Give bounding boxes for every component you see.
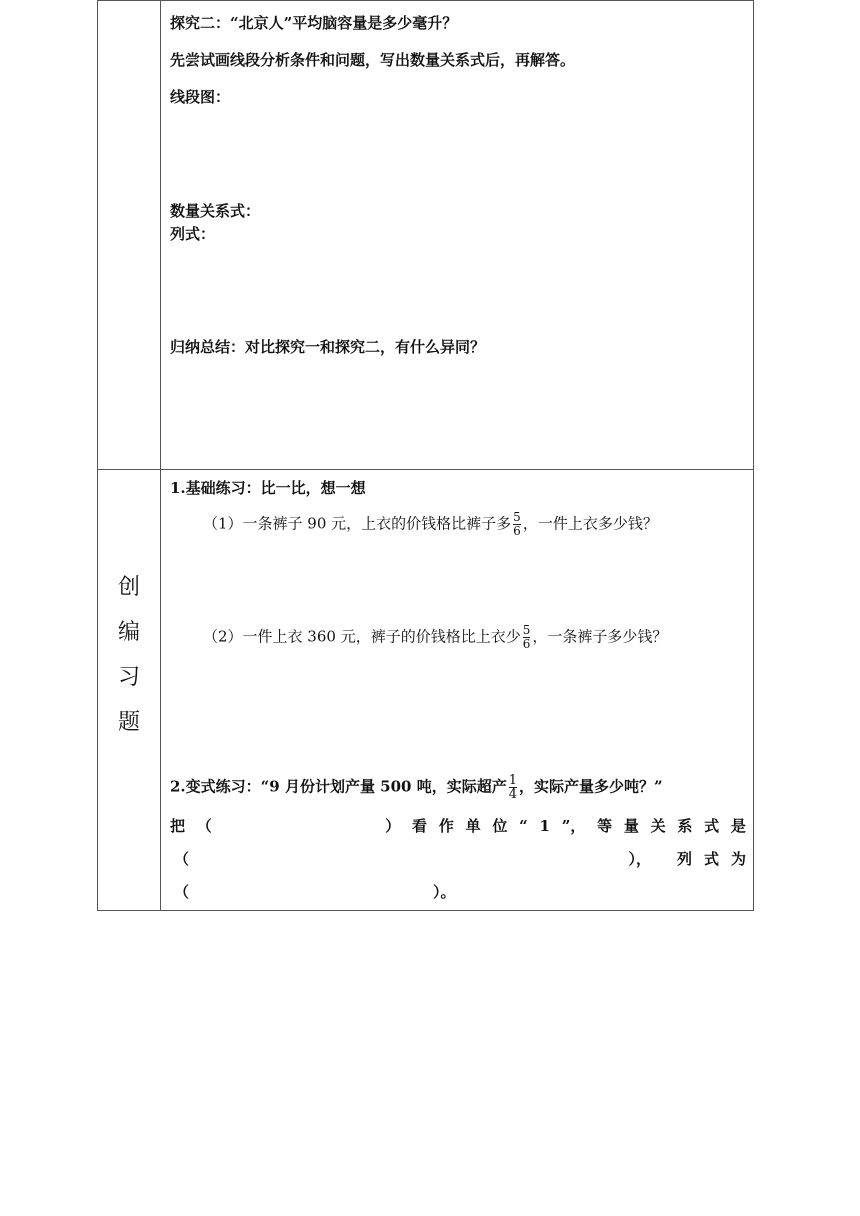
practice1-question-1 (203, 511, 658, 538)
relation-label: 数量关系式： (170, 202, 261, 220)
fill-blank-line-1 (170, 816, 746, 836)
blank-close-paren: ）。 (433, 883, 456, 901)
question-text: ，一条裤子多少钱？ (532, 627, 668, 646)
blank-text: 为 (730, 850, 746, 868)
question-text: （1）一条裤子 90 元，上衣的价钱格比裤子多 (203, 514, 512, 533)
blank-text: 式 (704, 817, 720, 835)
blank-text: 位 (492, 817, 508, 835)
fill-blank-line-2 (174, 849, 746, 869)
section-label-char: 编 (117, 620, 140, 645)
blank-text: 是 (730, 817, 746, 835)
blank-text: 关 (650, 817, 666, 835)
fraction (509, 774, 517, 801)
column-divider (160, 0, 161, 910)
blank-text: 量 (623, 817, 639, 835)
question-text: （2）一件上衣 360 元，裤子的价钱格比上衣少 (203, 627, 521, 646)
blank-text: 等 (597, 817, 613, 835)
fraction-denominator: 6 (513, 524, 521, 538)
blank-text: 列 (676, 850, 692, 868)
fraction-numerator: 5 (513, 510, 521, 524)
blank-open-paren: （ (174, 883, 190, 901)
blank-open-paren: （ (174, 850, 190, 868)
formula-label: 列式： (170, 225, 216, 243)
practice2-heading (170, 774, 663, 801)
fill-blank-line-3 (174, 882, 456, 902)
fraction-denominator: 6 (522, 637, 531, 651)
fraction-numerator: 5 (522, 623, 531, 637)
section-label-char: 创 (117, 575, 140, 600)
blank-text: 1 (539, 817, 550, 835)
section-label-char: 习 (117, 665, 140, 690)
blank-close-paren: ）， (628, 850, 651, 868)
blank-text: 单 (465, 817, 481, 835)
practice1-question-2 (203, 624, 667, 651)
fraction (513, 511, 521, 538)
explore2-title: 探究二：“北京人”平均脑容量是多少毫升？ (170, 14, 458, 32)
blank-text: 系 (677, 817, 693, 835)
blank-text: 看 (412, 817, 428, 835)
blank-open-paren: （ (196, 817, 212, 835)
heading-text: 2.变式练习：“9 月份计划产量 500 吨，实际超产 (170, 777, 507, 796)
fraction-denominator: 4 (508, 787, 517, 802)
fraction-numerator: 1 (508, 773, 517, 788)
heading-text: ，实际产量多少吨？” (519, 777, 663, 796)
blank-close-paren: ） (385, 817, 401, 835)
section-label-char: 题 (117, 710, 140, 735)
practice1-heading: 1.基础练习：比一比，想一想 (170, 479, 366, 497)
question-text: ，一件上衣多少钱？ (522, 514, 658, 533)
blank-text: 作 (438, 817, 454, 835)
blank-text: “ (519, 817, 528, 835)
blank-space (189, 849, 628, 869)
blank-space (224, 816, 374, 836)
blank-text: ”， (561, 817, 586, 835)
worksheet-table (97, 0, 754, 911)
fraction (523, 624, 531, 651)
blank-text: 式 (703, 850, 719, 868)
explore2-instruction: 先尝试画线段分析条件和问题，写出数量关系式后，再解答。 (170, 51, 576, 69)
section-label (98, 469, 160, 910)
blank-text: 把 (170, 817, 186, 835)
diagram-label: 线段图： (170, 88, 231, 106)
row-divider (98, 469, 753, 470)
summary-prompt: 归纳总结：对比探究一和探究二，有什么异同？ (170, 338, 486, 356)
